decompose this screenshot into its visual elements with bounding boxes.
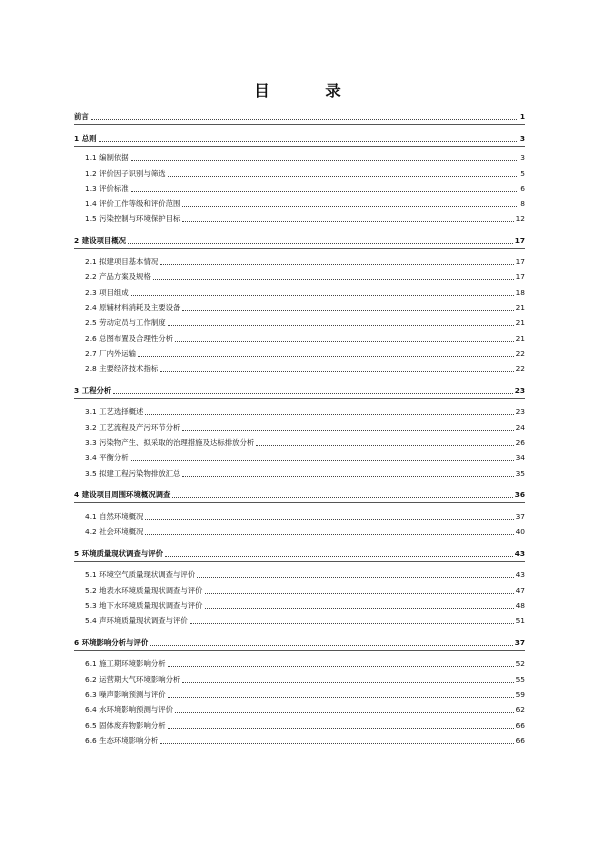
toc-chapter-entry[interactable] [74, 236, 525, 246]
toc-section-entry[interactable] [74, 512, 525, 522]
toc-title: 目 录 [254, 81, 361, 100]
toc-dot-leader [128, 243, 513, 244]
toc-page-number: 52 [515, 659, 525, 668]
toc-page-number: 18 [515, 288, 525, 297]
chapter-divider-line [74, 398, 525, 399]
toc-entry-label: 5.2 地表水环境质量现状调查与评价 [85, 586, 203, 595]
toc-page-number: 22 [515, 364, 525, 373]
toc-page-number: 21 [515, 334, 525, 343]
chapter-divider-line [74, 650, 525, 651]
toc-page-number: 34 [515, 453, 525, 462]
toc-page-number: 55 [515, 675, 525, 684]
toc-dot-leader [131, 160, 517, 161]
toc-dot-leader [168, 666, 514, 667]
toc-entry-label: 3.3 污染物产生、拟采取的治理措施及达标排放分析 [85, 438, 255, 447]
toc-page-number: 3 [520, 153, 525, 162]
toc-entry-label: 6.4 水环境影响预测与评价 [85, 705, 174, 714]
toc-dot-leader [175, 341, 514, 342]
toc-dot-leader [182, 682, 513, 683]
toc-entry-label: 5.3 地下水环境质量现状调查与评价 [85, 601, 203, 610]
toc-page-number: 17 [515, 272, 525, 281]
toc-section-entry[interactable] [74, 438, 525, 448]
toc-section-entry[interactable] [74, 407, 525, 417]
toc-entry-label: 5.4 声环境质量现状调查与评价 [85, 616, 188, 625]
toc-entry-label: 1.5 污染控制与环境保护目标 [85, 214, 181, 223]
toc-dot-leader [182, 310, 513, 311]
toc-dot-leader [153, 279, 514, 280]
chapter-divider-line [74, 502, 525, 503]
toc-page-number: 36 [514, 490, 525, 499]
toc-section-entry[interactable] [74, 184, 525, 194]
toc-page-number: 23 [515, 407, 525, 416]
toc-section-entry[interactable] [74, 199, 525, 209]
toc-section-entry[interactable] [74, 153, 525, 163]
toc-dot-leader [131, 191, 517, 192]
toc-section-entry[interactable] [74, 364, 525, 374]
toc-page-number: 17 [515, 257, 525, 266]
toc-entry-label: 3 工程分析 [74, 386, 112, 395]
toc-section-entry[interactable] [74, 469, 525, 479]
toc-dot-leader [165, 556, 513, 557]
toc-page-number: 48 [515, 601, 525, 610]
toc-entry-label: 1.2 评价因子识别与筛选 [85, 169, 166, 178]
toc-entry-label: 4 建设项目周围环境概况调查 [74, 490, 171, 499]
toc-dot-leader [182, 476, 513, 477]
toc-dot-leader [131, 295, 514, 296]
toc-dot-leader [197, 577, 513, 578]
toc-dot-leader [182, 221, 513, 222]
toc-entry-label: 5 环境质量现状调查与评价 [74, 549, 164, 558]
toc-dot-leader [145, 534, 513, 535]
toc-page-number: 40 [515, 527, 525, 536]
toc-page-number: 37 [515, 512, 525, 521]
toc-section-entry[interactable] [74, 257, 525, 267]
toc-dot-leader [182, 430, 513, 431]
toc-page-number: 47 [515, 586, 525, 595]
toc-chapter-entry[interactable] [74, 549, 525, 559]
toc-section-entry[interactable] [74, 349, 525, 359]
toc-entry-label: 5.1 环境空气质量现状调查与评价 [85, 570, 196, 579]
toc-section-entry[interactable] [74, 214, 525, 224]
toc-dot-leader [145, 414, 513, 415]
toc-dot-leader [182, 206, 517, 207]
toc-entry-label: 2.4 原辅材料消耗及主要设备 [85, 303, 181, 312]
toc-entry-label: 4.1 自然环境概况 [85, 512, 144, 521]
toc-section-entry[interactable] [74, 318, 525, 328]
toc-chapter-entry[interactable] [74, 638, 525, 648]
toc-dot-leader [91, 119, 517, 120]
toc-page-number: 66 [515, 736, 525, 745]
toc-section-entry[interactable] [74, 423, 525, 433]
toc-entry-label: 2.8 主要经济技术指标 [85, 364, 159, 373]
toc-section-entry[interactable] [74, 453, 525, 463]
toc-dot-leader [160, 264, 513, 265]
toc-entry-label: 3.5 拟建工程污染物排放汇总 [85, 469, 181, 478]
toc-page-number: 12 [515, 214, 525, 223]
toc-dot-leader [99, 141, 518, 142]
toc-dot-leader [138, 356, 514, 357]
toc-page-number: 24 [515, 423, 525, 432]
toc-page-number: 1 [519, 112, 525, 121]
toc-page-number: 43 [515, 570, 525, 579]
toc-dot-leader [205, 608, 514, 609]
toc-section-entry[interactable] [74, 659, 525, 669]
toc-entry-label: 2.3 项目组成 [85, 288, 129, 297]
chapter-divider-line [74, 146, 525, 147]
toc-entry-label: 6 环境影响分析与评价 [74, 638, 149, 647]
toc-page-number: 5 [520, 169, 525, 178]
toc-dot-leader [168, 325, 514, 326]
toc-section-entry[interactable] [74, 570, 525, 580]
toc-entry-label: 1.3 评价标准 [85, 184, 129, 193]
toc-section-entry[interactable] [74, 169, 525, 179]
toc-page-number: 37 [514, 638, 525, 647]
toc-entry-label: 1.1 编制依据 [85, 153, 129, 162]
toc-page-number: 26 [515, 438, 525, 447]
toc-page-number: 43 [514, 549, 525, 558]
chapter-divider-line [74, 124, 525, 125]
toc-section-entry[interactable] [74, 586, 525, 596]
toc-dot-leader [172, 497, 512, 498]
toc-page-number: 59 [515, 690, 525, 699]
chapter-divider-line [74, 561, 525, 562]
toc-entry-label: 6.2 运营期大气环境影响分析 [85, 675, 181, 684]
toc-entry-label: 1 总则 [74, 134, 97, 143]
toc-entry-label: 2 建设项目概况 [74, 236, 127, 245]
toc-dot-leader [205, 593, 514, 594]
toc-dot-leader [145, 519, 513, 520]
toc-entry-label: 4.2 社会环境概况 [85, 527, 144, 536]
toc-dot-leader [131, 460, 514, 461]
toc-entry-label: 3.4 平衡分析 [85, 453, 129, 462]
toc-dot-leader [175, 712, 514, 713]
chapter-divider-line [74, 248, 525, 249]
toc-entry-label: 6.1 施工期环境影响分析 [85, 659, 166, 668]
toc-section-entry[interactable] [74, 272, 525, 282]
toc-section-entry[interactable] [74, 601, 525, 611]
toc-chapter-entry[interactable] [74, 112, 525, 122]
toc-dot-leader [190, 623, 514, 624]
toc-page-number: 6 [520, 184, 525, 193]
toc-entry-label: 3.2 工艺流程及产污环节分析 [85, 423, 181, 432]
toc-page-number: 51 [515, 616, 525, 625]
toc-section-entry[interactable] [74, 690, 525, 700]
toc-dot-leader [256, 445, 513, 446]
toc-page-number: 62 [515, 705, 525, 714]
toc-section-entry[interactable] [74, 527, 525, 537]
toc-chapter-entry[interactable] [74, 386, 525, 396]
toc-page-number: 66 [515, 721, 525, 730]
toc-page-number: 21 [515, 318, 525, 327]
toc-section-entry[interactable] [74, 736, 525, 746]
toc-dot-leader [160, 743, 513, 744]
toc-section-entry[interactable] [74, 705, 525, 715]
toc-section-entry[interactable] [74, 288, 525, 298]
toc-entry-label: 2.2 产品方案及规格 [85, 272, 151, 281]
toc-entry-label: 6.5 固体废弃物影响分析 [85, 721, 166, 730]
toc-entry-label: 3.1 工艺选择概述 [85, 407, 144, 416]
toc-section-entry[interactable] [74, 721, 525, 731]
toc-section-entry[interactable] [74, 334, 525, 344]
toc-dot-leader [168, 176, 517, 177]
toc-page-number: 8 [520, 199, 525, 208]
toc-entry-label: 2.5 劳动定员与工作制度 [85, 318, 166, 327]
toc-page-number: 35 [515, 469, 525, 478]
toc-entry-label: 2.6 总图布置及合理性分析 [85, 334, 174, 343]
toc-page-number: 22 [515, 349, 525, 358]
toc-dot-leader [168, 697, 514, 698]
toc-section-entry[interactable] [74, 616, 525, 626]
toc-dot-leader [168, 728, 514, 729]
toc-entry-label: 2.1 拟建项目基本情况 [85, 257, 159, 266]
toc-dot-leader [113, 393, 512, 394]
toc-page-number: 17 [514, 236, 525, 245]
toc-section-entry[interactable] [74, 675, 525, 685]
toc-chapter-entry[interactable] [74, 134, 525, 144]
toc-page-number: 23 [514, 386, 525, 395]
toc-section-entry[interactable] [74, 303, 525, 313]
toc-entry-label: 前言 [74, 112, 89, 121]
toc-dot-leader [150, 645, 512, 646]
toc-page-number: 21 [515, 303, 525, 312]
toc-entry-label: 6.6 生态环境影响分析 [85, 736, 159, 745]
toc-entry-label: 1.4 评价工作等级和评价范围 [85, 199, 181, 208]
toc-entry-label: 6.3 噪声影响预测与评价 [85, 690, 166, 699]
toc-entry-label: 2.7 厂内外运输 [85, 349, 137, 358]
toc-chapter-entry[interactable] [74, 490, 525, 500]
toc-dot-leader [160, 371, 513, 372]
toc-page-number: 3 [519, 134, 525, 143]
